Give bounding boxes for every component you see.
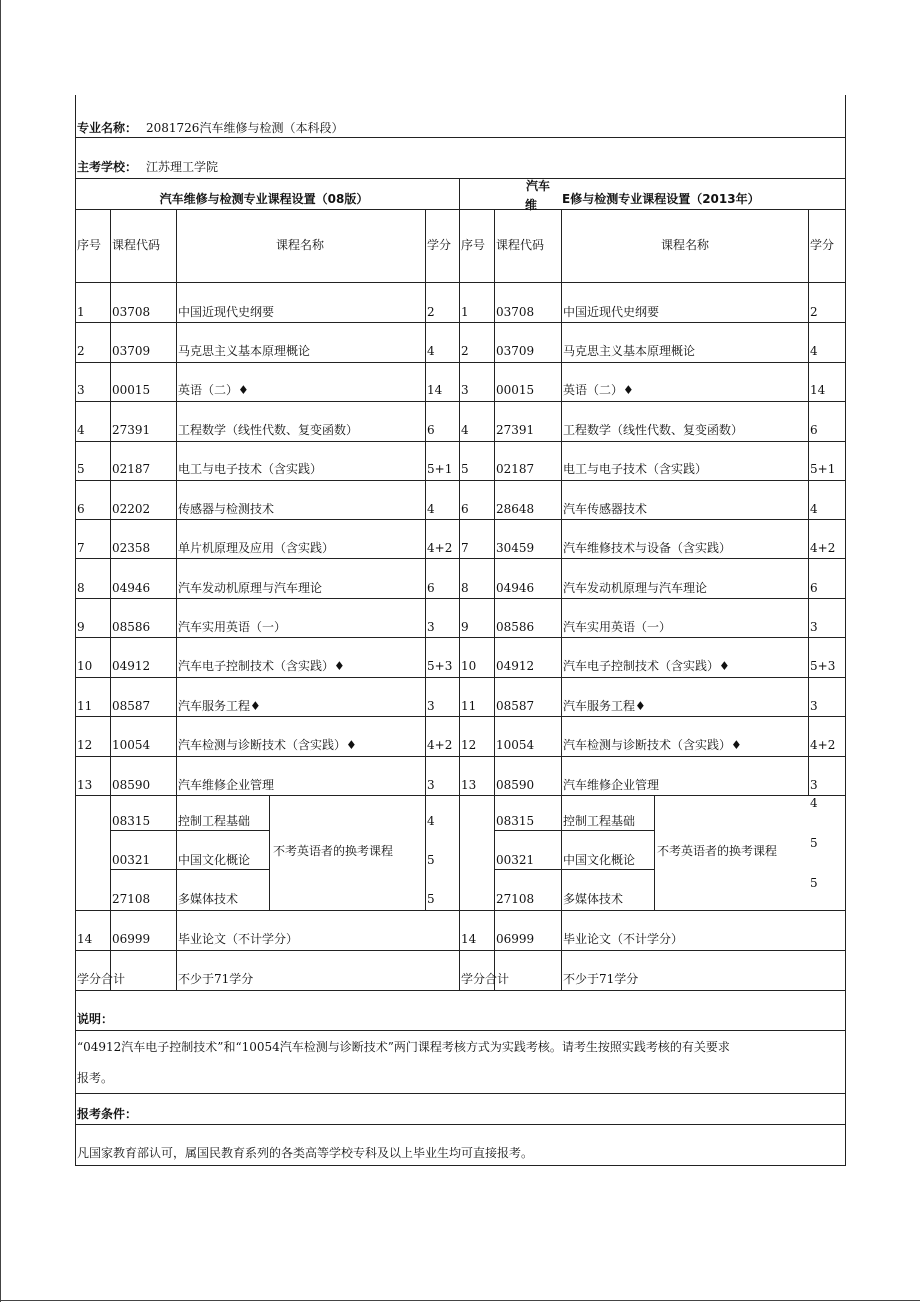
left-row-credit: 4+2 [427, 738, 453, 752]
left-row-code: 04946 [112, 581, 151, 595]
left-row-name: 汽车维修企业管理 [178, 778, 275, 792]
right-row-credit: 3 [810, 699, 818, 713]
grid-vline [808, 209, 809, 795]
right-row-credit: 6 [810, 423, 818, 437]
left-row-credit: 5+1 [427, 462, 453, 476]
right-row-name: 马克思主义基本原理概论 [563, 344, 696, 358]
left-row-seq: 6 [77, 502, 85, 516]
left-row-credit: 3 [427, 620, 435, 634]
right-row-seq: 2 [461, 344, 469, 358]
right-sub-name-3: 多媒体技术 [563, 892, 624, 906]
left-row-credit: 4 [427, 344, 435, 358]
left-row-name: 单片机原理及应用（含实践） [178, 541, 335, 555]
right-row-code: 08590 [496, 778, 535, 792]
right-row-code: 10054 [496, 738, 535, 752]
right-row-seq: 1 [461, 305, 469, 319]
grid-hline [494, 869, 654, 870]
left-header-code: 课程代码 [112, 238, 161, 252]
notes-line-2: 报考。 [77, 1071, 114, 1085]
left-row-code: 08590 [112, 778, 151, 792]
right-row-credit: 2 [810, 305, 818, 319]
right-thesis-seq: 14 [461, 932, 477, 946]
right-row-credit: 4 [810, 502, 818, 516]
left-row-credit: 4 [427, 502, 435, 516]
left-sub-credit-1: 4 [427, 814, 435, 828]
grid-vline [654, 795, 655, 910]
grid-hline [75, 910, 846, 911]
left-sub-credit-2: 5 [427, 853, 435, 867]
right-header-seq: 序号 [461, 238, 486, 252]
page-frame-left [0, 0, 1, 1302]
left-row-credit: 3 [427, 699, 435, 713]
grid-hline [110, 869, 269, 870]
right-row-name: 汽车发动机原理与汽车理论 [563, 581, 708, 595]
right-row-seq: 5 [461, 462, 469, 476]
right-row-credit: 5+3 [810, 659, 836, 673]
left-row-seq: 12 [77, 738, 93, 752]
left-row-name: 汽车检测与诊断技术（含实践）♦ [178, 738, 357, 752]
right-row-credit: 5+1 [810, 462, 836, 476]
right-row-code: 03709 [496, 344, 535, 358]
grid-vline [459, 178, 460, 990]
right-sub-credit-2: 5 [810, 836, 818, 850]
grid-hline [110, 830, 269, 831]
grid-vline [561, 209, 562, 990]
grid-hline [75, 756, 846, 757]
notes-label: 说明： [77, 1012, 114, 1026]
right-row-name: 汽车检测与诊断技术（含实践）♦ [563, 738, 742, 752]
right-row-code: 27391 [496, 423, 535, 437]
grid-hline [75, 558, 846, 559]
right-row-code: 28648 [496, 502, 535, 516]
grid-vline [845, 95, 846, 1165]
right-row-name: 电工与电子技术（含实践） [563, 462, 708, 476]
right-sub-credit-1: 4 [810, 796, 818, 810]
left-thesis-code: 06999 [112, 932, 151, 946]
right-row-seq: 7 [461, 541, 469, 555]
right-header-credit: 学分 [810, 238, 835, 252]
left-total-label: 学分合计 [77, 972, 126, 986]
right-row-seq: 4 [461, 423, 469, 437]
left-header-credit: 学分 [427, 238, 452, 252]
grid-hline [75, 480, 846, 481]
grid-hline [75, 1030, 846, 1031]
grid-vline [269, 795, 270, 910]
right-row-credit: 3 [810, 620, 818, 634]
grid-hline [75, 950, 846, 951]
right-substitute-note: 不考英语者的换考课程 [657, 844, 778, 858]
school-value: 江苏理工学院 [146, 160, 219, 174]
left-row-seq: 4 [77, 423, 85, 437]
grid-hline [75, 441, 846, 442]
left-sub-credit-3: 5 [427, 892, 435, 906]
grid-hline [494, 830, 654, 831]
notes-line-1: “04912汽车电子控制技术”和“10054汽车检测与诊断技术”两门课程考核方式为实践考核。请考生按照实践考核的有关要求 [77, 1040, 730, 1054]
grid-vline [176, 209, 177, 990]
right-row-seq: 6 [461, 502, 469, 516]
grid-hline [75, 322, 846, 323]
left-row-seq: 3 [77, 383, 85, 397]
left-row-name: 汽车服务工程♦ [178, 699, 261, 713]
left-row-seq: 8 [77, 581, 85, 595]
right-table-title-part2: 维 [525, 198, 538, 212]
left-table-title: 汽车维修与检测专业课程设置（08版） [159, 192, 369, 206]
grid-hline [75, 178, 846, 179]
right-row-code: 04912 [496, 659, 535, 673]
right-row-code: 04946 [496, 581, 535, 595]
right-row-code: 03708 [496, 305, 535, 319]
grid-hline [75, 282, 846, 283]
right-row-code: 02187 [496, 462, 535, 476]
left-row-credit: 6 [427, 581, 435, 595]
right-row-credit: 4+2 [810, 738, 836, 752]
grid-hline [75, 1165, 846, 1166]
page-frame-bottom [0, 1300, 920, 1301]
left-row-credit: 14 [427, 383, 443, 397]
left-row-seq: 13 [77, 778, 93, 792]
grid-hline [75, 716, 846, 717]
right-sub-code-1: 08315 [496, 814, 535, 828]
left-sub-code-1: 08315 [112, 814, 151, 828]
left-row-name: 汽车发动机原理与汽车理论 [178, 581, 323, 595]
left-row-credit: 6 [427, 423, 435, 437]
grid-hline [75, 990, 846, 991]
right-row-name: 汽车电子控制技术（含实践）♦ [563, 659, 730, 673]
left-row-credit: 3 [427, 778, 435, 792]
left-header-seq: 序号 [77, 238, 102, 252]
conditions-label: 报考条件： [77, 1107, 138, 1121]
right-sub-code-2: 00321 [496, 853, 535, 867]
right-header-code: 课程代码 [496, 238, 545, 252]
left-row-code: 27391 [112, 423, 151, 437]
left-row-credit: 2 [427, 305, 435, 319]
left-row-name: 汽车实用英语（一） [178, 620, 287, 634]
left-row-name: 英语（二）♦ [178, 383, 249, 397]
left-row-code: 04912 [112, 659, 151, 673]
left-row-seq: 10 [77, 659, 93, 673]
right-row-name: 汽车维修技术与设备（含实践） [563, 541, 732, 555]
right-row-credit: 14 [810, 383, 826, 397]
grid-vline [494, 209, 495, 990]
right-total-label: 学分合计 [461, 972, 510, 986]
grid-vline [110, 209, 111, 990]
right-row-name: 汽车服务工程♦ [563, 699, 646, 713]
grid-hline [75, 1124, 846, 1125]
left-row-seq: 11 [77, 699, 93, 713]
right-row-seq: 10 [461, 659, 477, 673]
left-row-seq: 2 [77, 344, 85, 358]
right-header-name: 课程名称 [660, 238, 710, 252]
grid-vline [75, 95, 76, 1165]
left-row-code: 08587 [112, 699, 151, 713]
left-row-code: 02187 [112, 462, 151, 476]
right-row-credit: 3 [810, 778, 818, 792]
right-row-seq: 11 [461, 699, 477, 713]
left-row-name: 电工与电子技术（含实践） [178, 462, 323, 476]
grid-hline [75, 795, 846, 796]
left-sub-code-3: 27108 [112, 892, 151, 906]
grid-hline [75, 1093, 846, 1094]
right-row-seq: 12 [461, 738, 477, 752]
right-row-credit: 4 [810, 344, 818, 358]
right-row-seq: 13 [461, 778, 477, 792]
left-sub-name-3: 多媒体技术 [178, 892, 239, 906]
left-row-credit: 5+3 [427, 659, 453, 673]
right-thesis-name: 毕业论文（不计学分） [563, 932, 684, 946]
right-row-code: 08587 [496, 699, 535, 713]
grid-hline [75, 401, 846, 402]
right-row-name: 汽车传感器技术 [563, 502, 648, 516]
left-row-code: 00015 [112, 383, 151, 397]
grid-vline [425, 209, 426, 910]
left-row-code: 03708 [112, 305, 151, 319]
grid-hline [75, 209, 846, 210]
grid-hline [75, 519, 846, 520]
left-row-seq: 1 [77, 305, 85, 319]
right-table-title-part3: E修与检测专业课程设置（2013年） [562, 192, 760, 206]
left-thesis-name: 毕业论文（不计学分） [178, 932, 299, 946]
right-row-name: 汽车维修企业管理 [563, 778, 660, 792]
right-sub-name-2: 中国文化概论 [563, 853, 636, 867]
right-row-name: 汽车实用英语（一） [563, 620, 672, 634]
right-sub-credit-3: 5 [810, 876, 818, 890]
right-row-credit: 4+2 [810, 541, 836, 555]
left-row-code: 08586 [112, 620, 151, 634]
right-total-value: 不少于71学分 [563, 972, 639, 986]
left-row-credit: 4+2 [427, 541, 453, 555]
right-row-code: 30459 [496, 541, 535, 555]
left-row-name: 汽车电子控制技术（含实践）♦ [178, 659, 345, 673]
right-row-name: 工程数学（线性代数、复变函数） [563, 423, 744, 437]
grid-hline [75, 362, 846, 363]
right-row-code: 08586 [496, 620, 535, 634]
left-row-seq: 5 [77, 462, 85, 476]
left-row-code: 03709 [112, 344, 151, 358]
right-row-name: 英语（二）♦ [563, 383, 634, 397]
school-label: 主考学校： [77, 160, 138, 174]
right-thesis-code: 06999 [496, 932, 535, 946]
right-row-name: 中国近现代史纲要 [563, 305, 660, 319]
left-row-seq: 9 [77, 620, 85, 634]
left-row-seq: 7 [77, 541, 85, 555]
grid-hline [75, 637, 846, 638]
left-row-name: 中国近现代史纲要 [178, 305, 275, 319]
grid-hline [75, 598, 846, 599]
left-sub-code-2: 00321 [112, 853, 151, 867]
left-row-name: 工程数学（线性代数、复变函数） [178, 423, 359, 437]
left-row-code: 10054 [112, 738, 151, 752]
right-sub-name-1: 控制工程基础 [563, 814, 636, 828]
left-total-value: 不少于71学分 [178, 972, 254, 986]
grid-hline [75, 137, 846, 138]
conditions-text: 凡国家教育部认可，属国民教育系列的各类高等学校专科及以上毕业生均可直接报考。 [77, 1146, 534, 1160]
right-row-seq: 8 [461, 581, 469, 595]
major-label: 专业名称： [77, 121, 138, 135]
right-row-seq: 3 [461, 383, 469, 397]
left-row-name: 传感器与检测技术 [178, 502, 275, 516]
left-row-name: 马克思主义基本原理概论 [178, 344, 311, 358]
right-sub-code-3: 27108 [496, 892, 535, 906]
grid-hline [75, 677, 846, 678]
left-row-code: 02358 [112, 541, 151, 555]
right-row-credit: 6 [810, 581, 818, 595]
left-thesis-seq: 14 [77, 932, 93, 946]
left-header-name: 课程名称 [275, 238, 325, 252]
left-sub-name-2: 中国文化概论 [178, 853, 251, 867]
right-row-code: 00015 [496, 383, 535, 397]
right-row-seq: 9 [461, 620, 469, 634]
left-row-code: 02202 [112, 502, 151, 516]
right-table-title-part1: 汽车 [526, 179, 551, 193]
left-substitute-note: 不考英语者的换考课程 [273, 844, 394, 858]
left-sub-name-1: 控制工程基础 [178, 814, 251, 828]
major-value: 2081726汽车维修与检测（本科段） [146, 121, 344, 135]
